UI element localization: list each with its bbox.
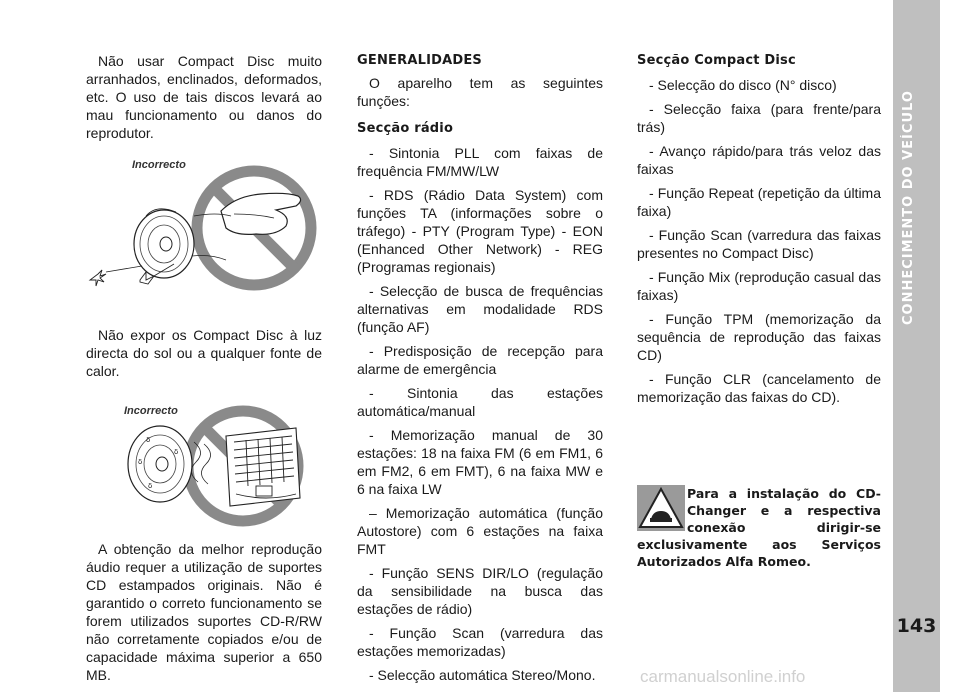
watermark: carmanualsonline.info <box>640 667 806 686</box>
cd-feature-item: - Selecção faixa (para frente/para trás) <box>637 101 881 135</box>
subheading-compact-disc: Secção Compact Disc <box>637 53 796 68</box>
cd-feature-item: - Função Scan (varredura das faixas presentes no Compact Disc) <box>637 227 881 261</box>
radio-feature-item: - Selecção de busca de frequências alternativas em modalidade RDS (função AF) <box>357 283 603 335</box>
cd-feature-item: - Selecção do disco (N° disco) <box>649 77 837 93</box>
figure-heat-source <box>86 402 322 532</box>
intro-text: O aparelho tem as seguintes funções: <box>357 75 603 109</box>
radio-feature-item: - Memorização manual de 30 estações: 18 na faixa FM (6 em FM1, 6 em FM2, 6 em FMT), 6 na faixa MW e 6 na faixa LW <box>357 427 603 497</box>
section-heading-generalidades: GENERALIDADES <box>357 53 482 68</box>
radio-feature-item: - Predisposição de recepção para alarme de emergência <box>357 343 603 377</box>
cd-feature-item: - Função Mix (reprodução casual das faixas) <box>637 269 881 303</box>
right-column <box>637 52 881 406</box>
cd-feature-item: - Função Repeat (repetição da última faixa) <box>637 185 881 219</box>
page-number: 143 <box>896 615 937 637</box>
left-column <box>86 52 322 684</box>
paragraph-scratched-discs: Não usar Compact Disc muito arranhados, enclinados, deformados, etc. O uso de tais discos levará ao mau funcionamento ou danos do reprodutor. <box>86 53 322 141</box>
radio-feature-item: - Selecção automática Stereo/Mono. <box>369 667 596 683</box>
figure-damaged-disc <box>86 156 322 316</box>
warning-note <box>637 485 881 570</box>
svg-text:δ: δ <box>174 448 179 456</box>
paragraph-sunlight: Não expor os Compact Disc à luz directa do sol ou a qualquer fonte de calor. <box>86 327 322 379</box>
subheading-radio: Secção rádio <box>357 121 454 136</box>
radio-feature-item: – Memorização automática (função Autostore) com 6 estações na faixa FMT <box>357 505 603 557</box>
cd-feature-item: - Função TPM (memorização da sequência de reprodução das faixas CD) <box>637 311 881 363</box>
cd-feature-item: - Avanço rápido/para trás veloz das faixas <box>637 143 881 177</box>
radio-feature-item: - Sintonia PLL com faixas de frequência FM/MW/LW <box>357 145 603 179</box>
warning-car-icon <box>637 485 685 531</box>
paragraph-original-cds: A obtenção da melhor reprodução áudio requer a utilização de suportes CD estampados originais. Não é garantido o correto funcionamento se forem utilizados suportes CD-R/RW não corretamente copiados e/ou de capacidade máxima superior a 650 MB. <box>86 541 322 683</box>
radio-feature-item: - Função Scan (varredura das estações memorizadas) <box>357 625 603 659</box>
svg-text:δ: δ <box>148 482 153 490</box>
section-title-vertical: CONHECIMENTO DO VEÍCULO <box>901 90 916 326</box>
heat-source-illustration <box>86 402 322 532</box>
warning-text-content: Para a instalação do CD-Changer e a respectiva conexão dirigir-se exclusivamente aos Serviços Autorizados Alfa Romeo. <box>637 486 881 569</box>
cd-feature-item: - Função CLR (cancelamento de memorização das faixas do CD). <box>637 371 881 405</box>
svg-text:δ: δ <box>138 458 143 466</box>
radio-feature-item: - RDS (Rádio Data System) com funções TA (informações sobre o tráfego) - PTY (Program Type) - EON (Enhanced Other Network) - REG (Programas regionais) <box>357 187 603 275</box>
radio-feature-item: - Função SENS DIR/LO (regulação da sensibilidade na busca das estações de rádio) <box>357 565 603 617</box>
radio-feature-item: - Sintonia das estações automática/manual <box>357 385 603 419</box>
damaged-disc-illustration <box>86 156 322 316</box>
middle-column <box>357 52 603 684</box>
figure-label: Incorrecto <box>124 405 178 417</box>
svg-text:δ: δ <box>146 436 151 444</box>
figure-label: Incorrecto <box>132 159 186 171</box>
